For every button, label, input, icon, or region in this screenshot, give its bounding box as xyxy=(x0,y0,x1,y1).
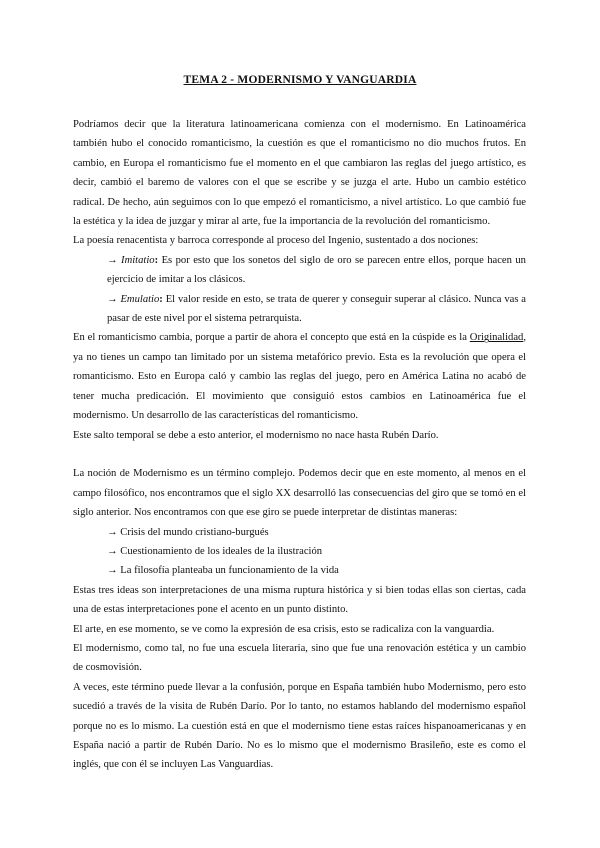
paragraph-romanticism xyxy=(73,328,526,425)
bullet-term: Imitatio xyxy=(121,254,155,266)
paragraph-intro: Podríamos decir que la literatura latinoamericana comienza con el modernismo. En Latinoamérica también hubo el conocido romanticismo, la cuestión es que el romanticismo no dio muchos frutos. En cambio, en Europa el romanticismo fue el momento en el que cambiaron las reglas del juego artístico, es decir, cambió el baremo de valores con el que se escribe y se juzga el arte. Hubo un cambio estético radical. De hecho, aún seguimos con lo que empezó el romanticismo, a nivel artístico. Lo que cambió fue la estética y la idea de juzgar y mirar al arte, fue la importancia de la revolución del romanticismo. xyxy=(73,119,526,228)
paragraph-confusion: A veces, este término puede llevar a la confusión, porque en España también hubo Modernismo, pero esto sucedió a través de la visita de Rubén Darío. Por lo tanto, no estamos hablando del modernismo español porque no es lo mismo. La cuestión está en que el modernismo tiene estas raíces hispanoamericanas y en España nació a partir de Rubén Darío. No es lo mismo que el modernismo Brasileño, este es como el inglés, que con él se incluyen Las Vanguardias. xyxy=(73,681,526,771)
bullet-item xyxy=(107,542,526,561)
bullet-item xyxy=(107,561,526,580)
originalidad-term: Originalidad xyxy=(469,332,524,344)
paragraph-art-crisis: El arte, en ese momento, se ve como la expresión de esa crisis, esto se radicaliza con la vanguardia. xyxy=(73,623,495,635)
bullet-text: Crisis del mundo cristiano-burgués xyxy=(120,526,269,538)
bullet-term: Emulatio xyxy=(120,293,160,305)
paragraph-renaissance: La poesía renacentista y barroca corresponde al proceso del Ingenio, sustentado a dos nociones: xyxy=(73,235,479,247)
document-body xyxy=(73,115,526,775)
bullet-text: Cuestionamiento de los ideales de la ilustración xyxy=(120,545,323,557)
arrow-right-icon: → xyxy=(107,293,118,305)
bullet-item xyxy=(107,523,526,542)
paragraph-not-school: El modernismo, como tal, no fue una escuela literaria, sino que fue una renovación estética y un cambio de cosmovisión. xyxy=(73,642,526,674)
bullet-text: Es por esto que los sonetos del siglo de oro se parecen entre ellos, porque hacen un ejercicio de imitar a los clásicos. xyxy=(107,254,526,286)
bullet-emulatio: → Emulatio: El valor reside en esto, se trata de querer y conseguir superar al clásico. Nunca vas a pasar de este nivel por el sistema petrarquista. xyxy=(107,293,526,325)
arrow-right-icon: → xyxy=(107,254,118,266)
paragraph-modernism-notion: La noción de Modernismo es un término complejo. Podemos decir que en este momento, al menos en el campo filosófico, nos encontramos que el siglo XX desarrolló las consecuencias del giro que se tomó en el siglo anterior. Nos encontramos con que ese giro se puede interpretar de distintas maneras: xyxy=(73,468,526,519)
paragraph-gap xyxy=(73,445,526,464)
arrow-right-icon: → xyxy=(107,526,118,538)
arrow-right-icon: → xyxy=(107,565,118,577)
bullet-text: El valor reside en esto, se trata de querer y conseguir superar al clásico. Nunca vas a pasar de este nivel por el sistema petrarquista. xyxy=(107,293,526,325)
paragraph-three-ideas: Estas tres ideas son interpretaciones de una misma ruptura histórica y si bien todas ellas son ciertas, cada una de estas interpretaciones pone el acento en un punto distinto. xyxy=(73,584,526,616)
paragraph-temporal-leap: Este salto temporal se debe a esto anterior, el modernismo no nace hasta Rubén Darío. xyxy=(73,429,439,441)
page-title: TEMA 2 - MODERNISMO Y VANGUARDIA xyxy=(183,74,417,86)
paragraph-text: En el romanticismo cambia, porque a partir de ahora el concepto que está en la cúspide es la xyxy=(73,332,467,344)
bullet-imitatio: → Imitatio: Es por esto que los sonetos del siglo de oro se parecen entre ellos, porque hacen un ejercicio de imitar a los clásicos. xyxy=(107,254,526,286)
bullet-text: La filosofía planteaba un funcionamiento de la vida xyxy=(120,565,339,577)
arrow-right-icon: → xyxy=(107,545,118,557)
paragraph-text: , ya no tienes un campo tan limitado por un sistema metafórico previo. Esta es la revolución que opera el romanticismo. Esto en Europa caló y cambio las reglas del juego, pero en América Latina no acabó de tener mucha predicación. El movimiento que consiguió estos cambios en Latinoamérica fue el modernismo. Un desarrollo de las características del romanticismo. xyxy=(73,332,526,422)
